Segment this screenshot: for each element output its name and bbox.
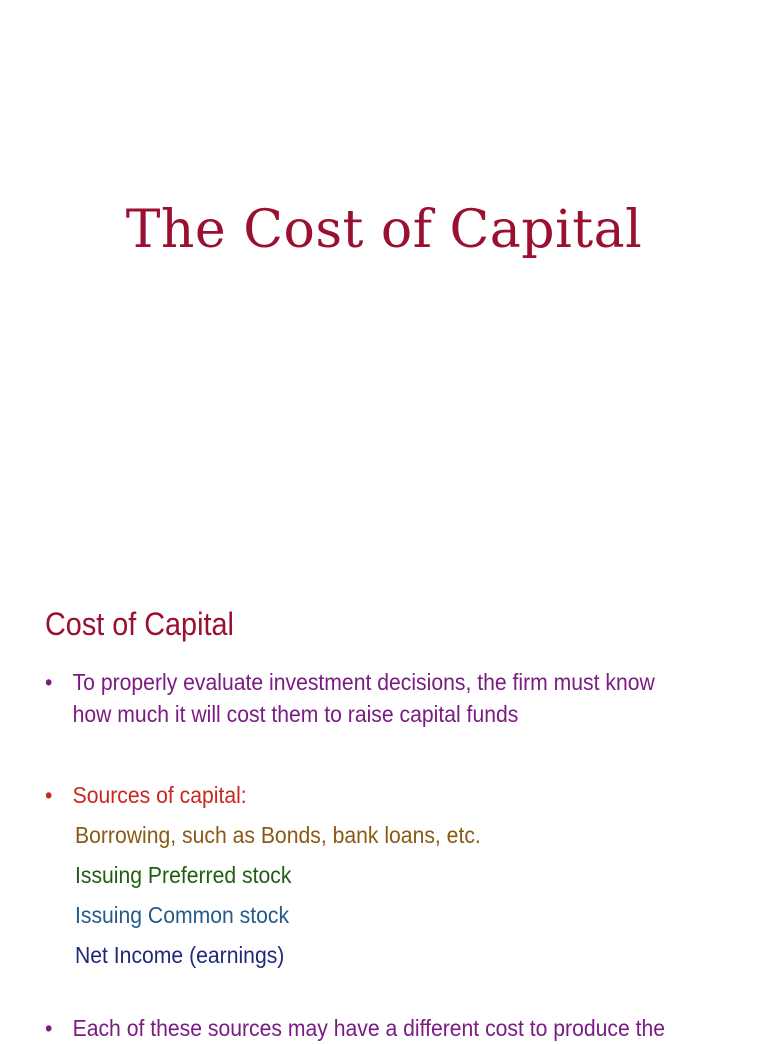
source-borrowing: Borrowing, such as Bonds, bank loans, etc. [75,822,481,848]
content-slide [0,576,768,1041]
bullet-sources-of-capital [45,779,689,811]
bullet-text: Each of these sources may have a different cost to produce the [72,1015,666,1041]
source-common-stock: Issuing Common stock [75,902,290,928]
bullet-marker: • [45,782,53,808]
bullet-evaluate-investment [45,666,689,730]
bullet-text: Sources of capital: [72,782,247,808]
bullet-marker: • [45,1015,53,1041]
bullet-marker: • [45,669,53,695]
source-preferred-stock: Issuing Preferred stock [75,862,292,888]
slide-title: The Cost of Capital [125,200,643,260]
bullet-each-source-cost [45,1012,689,1044]
bullet-text: To properly evaluate investment decisions, the firm must know how much it will cost them to raise capital funds [72,669,655,727]
source-net-income: Net Income (earnings) [75,942,285,968]
slide-heading: Cost of Capital [45,606,234,642]
